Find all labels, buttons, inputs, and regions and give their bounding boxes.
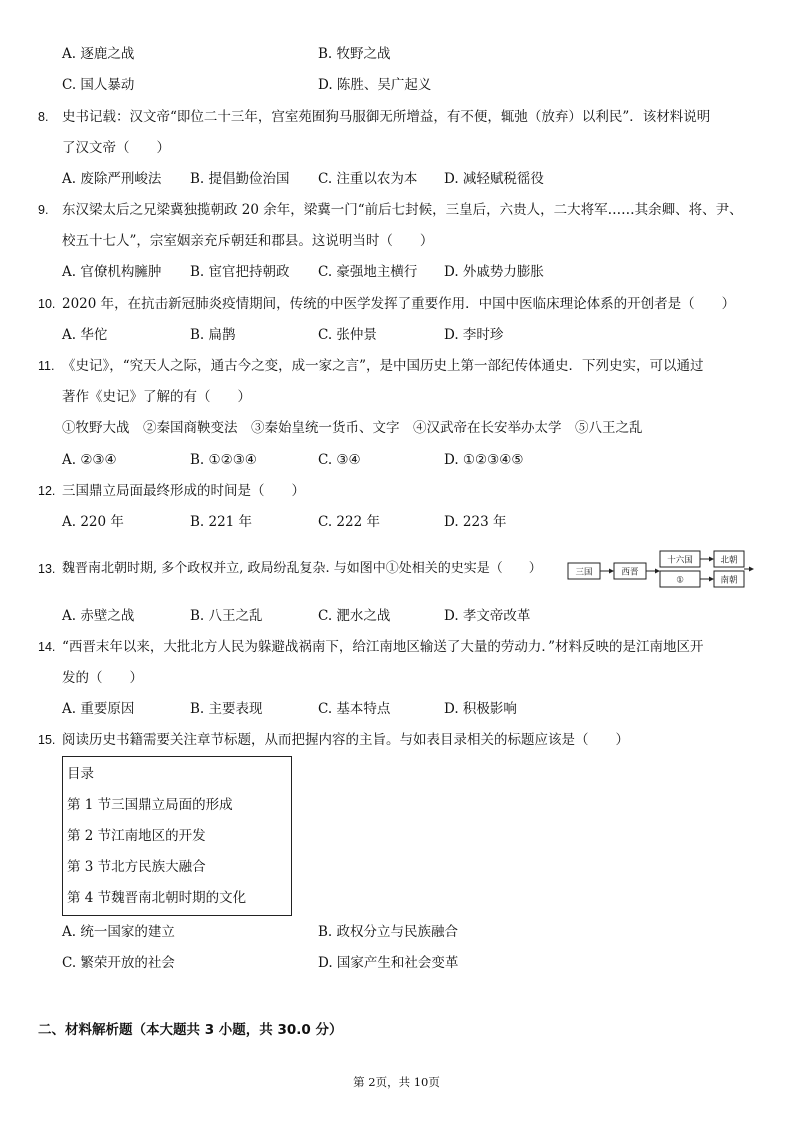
q11-option-d: D. ①②③④⑤ <box>444 452 524 468</box>
q9-option-c: C. 豪强地主横行 <box>318 264 418 280</box>
diagram-label-beichao: 北朝 <box>720 555 738 566</box>
q15-option-d: D. 国家产生和社会变革 <box>318 955 459 971</box>
table-of-contents-box <box>62 756 292 916</box>
q10-option-b: B. 扁鹊 <box>190 327 236 343</box>
diagram-arrowhead-3 <box>709 557 714 562</box>
q9-number: 9. <box>38 203 49 217</box>
toc-item: 第 2 节江南地区的开发 <box>67 828 206 844</box>
dynasty-flow-diagram <box>565 548 755 592</box>
q15-stem-line1: 阅读历史书籍需要关注章节标题，从而把握内容的主旨。与如表目录相关的标题应该是（ ） <box>62 732 629 748</box>
q11-stem-line3: ①牧野大战 ②秦国商鞅变法 ③秦始皇统一货币、文字 ④汉武帝在长安举办太学 ⑤八王之乱 <box>62 420 643 436</box>
page-footer: 第 2页，共 10页 <box>353 1075 440 1089</box>
q14-number: 14. <box>38 640 56 654</box>
q8-number: 8. <box>38 110 49 124</box>
q14-option-a: A. 重要原因 <box>62 701 135 717</box>
q9-option-d: D. 外戚势力膨胀 <box>444 264 544 280</box>
q9-option-b: B. 宦官把持朝政 <box>190 264 290 280</box>
q9-option-a: A. 官僚机构臃肿 <box>62 264 162 280</box>
q15-option-b: B. 政权分立与民族融合 <box>318 924 459 940</box>
q13-option-d: D. 孝文帝改革 <box>444 608 531 624</box>
q11-stem-line2: 著作《史记》了解的有（ ） <box>62 389 251 405</box>
toc-item: 第 3 节北方民族大融合 <box>67 859 206 875</box>
q12-stem-line1: 三国鼎立局面最终形成的时间是（ ） <box>62 483 305 499</box>
q13-stem-line1: 魏晋南北朝时期, 多个政权并立, 政局纷乱复杂. 与如图中①处相关的史实是（ ） <box>62 561 542 576</box>
q7-option-d: D. 陈胜、吴广起义 <box>318 77 432 93</box>
q15-number: 15. <box>38 733 56 747</box>
q11-option-c: C. ③④ <box>318 452 361 468</box>
diagram-label-sanguo: 三国 <box>575 567 593 578</box>
q10-option-d: D. 李时珍 <box>444 327 504 343</box>
q14-option-c: C. 基本特点 <box>318 701 391 717</box>
toc-title: 目录 <box>67 766 94 782</box>
q15-option-c: C. 繁荣开放的社会 <box>62 955 175 971</box>
diagram-arrowhead-1 <box>609 569 614 574</box>
q12-option-a: A. 220 年 <box>62 514 124 530</box>
q14-option-d: D. 积极影响 <box>444 701 517 717</box>
q9-stem-line1: 东汉梁太后之兄梁冀独揽朝政 20 余年，梁冀一门“前后七封候，三皇后，六贵人，二大将军……其余卿、将、尹、 <box>62 202 743 218</box>
q10-option-c: C. 张仲景 <box>318 327 377 343</box>
q12-option-d: D. 223 年 <box>444 514 507 530</box>
diagram-label-shiliuguo: 十六国 <box>667 555 693 566</box>
q8-stem-line2: 了汉文帝（ ） <box>62 140 170 156</box>
q8-option-c: C. 注重以农为本 <box>318 171 418 187</box>
q7-option-c: C. 国人暴动 <box>62 77 135 93</box>
q8-option-b: B. 提倡勤俭治国 <box>190 171 290 187</box>
q13-option-b: B. 八王之乱 <box>190 608 263 624</box>
q8-option-d: D. 减轻赋税徭役 <box>444 171 544 187</box>
q14-option-b: B. 主要表现 <box>190 701 263 717</box>
q11-stem-line1: 《史记》，“究天人之际，通古今之变，成一家之言”，是中国历史上第一部纪传体通史．下列史实，可以通过 <box>62 358 704 374</box>
diagram-arrowhead-4 <box>709 577 714 582</box>
q14-stem-line2: 发的（ ） <box>62 670 143 686</box>
q13-option-c: C. 淝水之战 <box>318 608 391 624</box>
q12-number: 12. <box>38 484 56 498</box>
q7-option-b: B. 牧野之战 <box>318 46 391 62</box>
q8-option-a: A. 废除严刑峻法 <box>62 171 162 187</box>
diagram-arrowhead-2 <box>655 569 660 574</box>
q11-option-b: B. ①②③④ <box>190 452 257 468</box>
q10-stem-line1: 2020 年，在抗击新冠肺炎疫情期间，传统的中医学发挥了重要作用．中国中医临床理论体系的开创者是（ ） <box>62 296 736 312</box>
q12-option-b: B. 221 年 <box>190 514 253 530</box>
q7-option-a: A. 逐鹿之战 <box>62 46 135 62</box>
q10-option-a: A. 华佗 <box>62 327 108 343</box>
q15-option-a: A. 统一国家的建立 <box>62 924 175 940</box>
diagram-arrowhead-5 <box>749 567 754 572</box>
section-heading: 二、材料解析题（本大题共 3 小题，共 30.0 分） <box>38 1022 343 1038</box>
diagram-label-xijin: 西晋 <box>621 567 639 578</box>
toc-item: 第 1 节三国鼎立局面的形成 <box>67 797 233 813</box>
q10-number: 10. <box>38 297 56 311</box>
toc-item: 第 4 节魏晋南北朝时期的文化 <box>67 890 247 906</box>
q9-stem-line2: 校五十七人”，宗室姻亲充斥朝廷和郡县。这说明当时（ ） <box>62 233 434 249</box>
diagram-label-blank: ① <box>676 575 684 586</box>
q14-stem-line1: “西晋末年以来，大批北方人民为躲避战祸南下，给江南地区输送了大量的劳动力．”材料反映的是江南地区开 <box>62 639 704 655</box>
diagram-label-nanchao: 南朝 <box>720 575 738 586</box>
q11-option-a: A. ②③④ <box>62 452 117 468</box>
q11-number: 11. <box>38 359 55 373</box>
q8-stem-line1: 史书记载：汉文帝“即位二十三年，宫室苑囿狗马服御无所增益，有不便，辄弛（放弃）以利民”．该材料说明 <box>62 109 711 125</box>
q13-option-a: A. 赤壁之战 <box>62 608 135 624</box>
q13-number: 13. <box>38 562 56 576</box>
q12-option-c: C. 222 年 <box>318 514 380 530</box>
